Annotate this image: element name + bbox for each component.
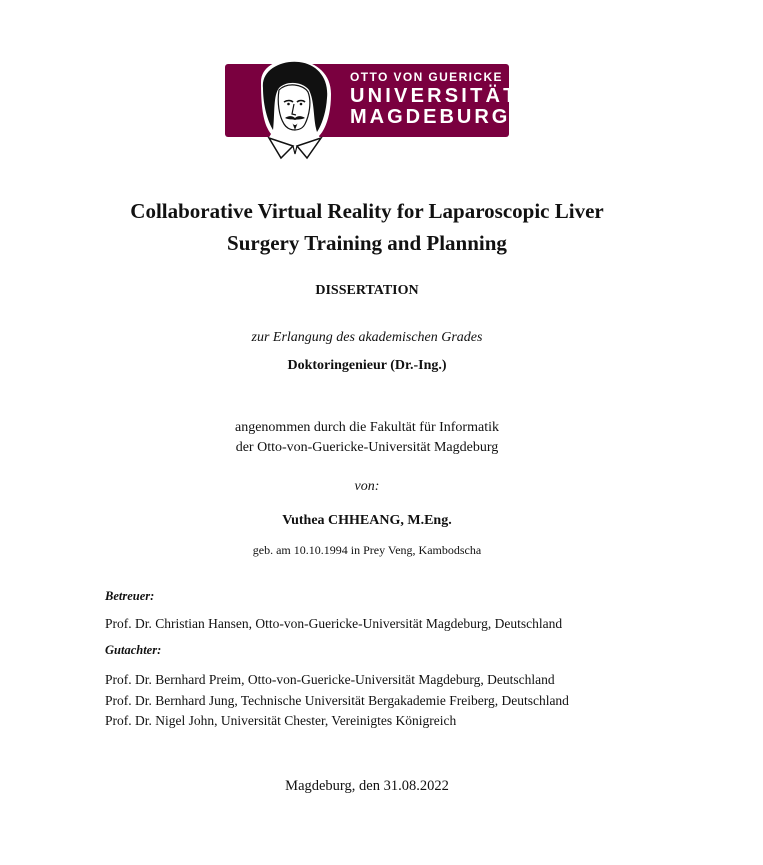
logo-line-2: UNIVERSITÄT xyxy=(350,85,519,107)
thesis-title-line-2: Surgery Training and Planning xyxy=(227,231,507,255)
by-label: von: xyxy=(354,479,380,494)
thesis-title-line-1: Collaborative Virtual Reality for Laparoscopic Liver xyxy=(130,199,604,223)
reviewer-item: Prof. Dr. Bernhard Preim, Otto-von-Guericke-Universität Magdeburg, Deutschland xyxy=(105,672,555,687)
thesis-title xyxy=(0,195,734,259)
reviewer-item: Prof. Dr. Nigel John, Universität Chester, Vereinigtes Königreich xyxy=(105,713,457,728)
guericke-portrait-icon xyxy=(247,58,342,160)
reviewers-label: Gutachter: xyxy=(105,643,162,657)
acceptance-statement xyxy=(0,418,734,458)
reviewers-list xyxy=(105,670,569,732)
acceptance-line-1: angenommen durch die Fakultät für Informatik xyxy=(235,420,499,435)
degree-intro: zur Erlangung des akademischen Grades xyxy=(251,330,483,345)
author-name: Vuthea CHHEANG, M.Eng. xyxy=(282,513,452,528)
place-and-date: Magdeburg, den 31.08.2022 xyxy=(285,778,449,794)
document-type: DISSERTATION xyxy=(315,283,419,298)
university-logo xyxy=(225,58,519,160)
degree-name: Doktoringenieur (Dr.-Ing.) xyxy=(287,358,447,373)
logo-line-1: OTTO VON GUERICKE xyxy=(350,70,503,84)
reviewer-item: Prof. Dr. Bernhard Jung, Technische Universität Bergakademie Freiberg, Deutschland xyxy=(105,692,569,708)
birth-info: geb. am 10.10.1994 in Prey Veng, Kambodscha xyxy=(252,543,482,557)
supervisor-label: Betreuer: xyxy=(105,589,155,603)
logo-wordmark xyxy=(350,64,519,137)
supervisor-name: Prof. Dr. Christian Hansen, Otto-von-Guericke-Universität Magdeburg, Deutschland xyxy=(105,616,563,631)
logo-line-3: MAGDEBURG xyxy=(350,106,511,128)
acceptance-line-2: der Otto-von-Guericke-Universität Magdeburg xyxy=(235,440,499,455)
